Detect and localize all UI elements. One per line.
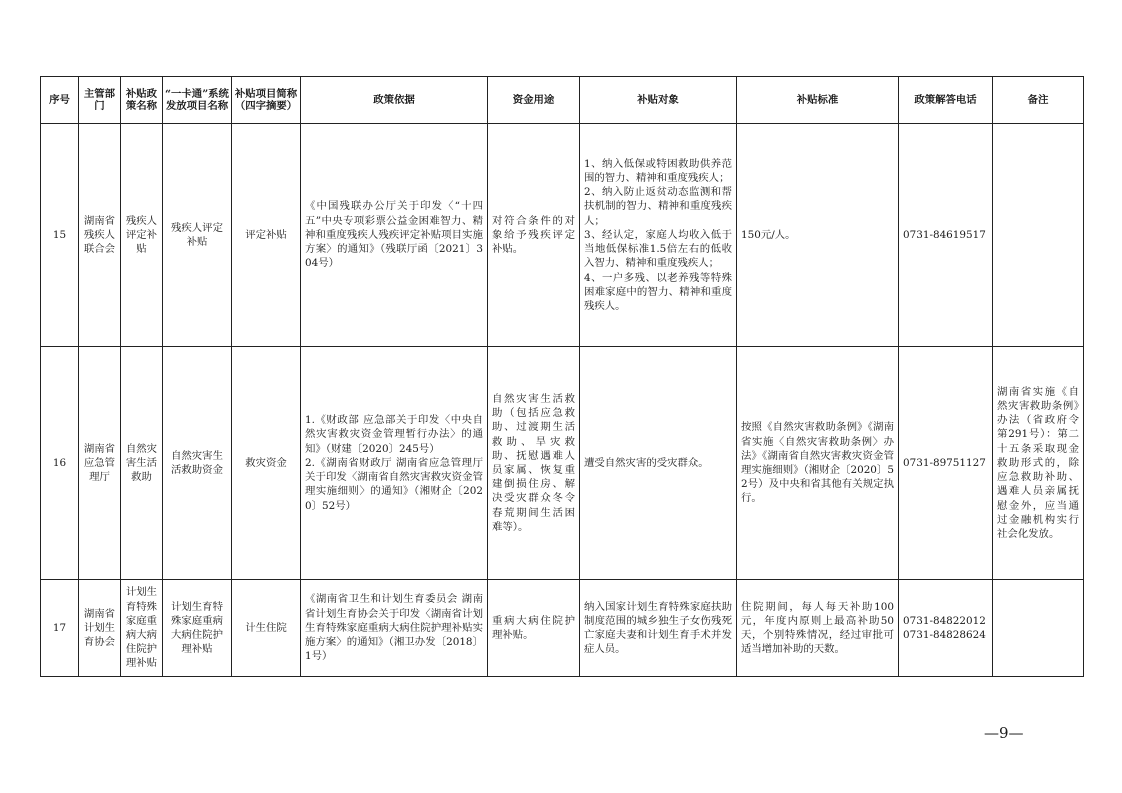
header-targets: 补贴对象 (580, 77, 737, 124)
target-line: 2、纳入防止返贫动态监测和帮扶机制的智力、精神和重度残疾人； (584, 186, 732, 227)
cell-policy-name: 残疾人评定补贴 (121, 124, 163, 347)
cell-standard: 按照《自然灾害救助条例》《湖南省实施〈自然灾害救助条例〉办法》《湖南省自然灾害救灾资金管理实施细则》（湘财企〔2020〕52号）及中央和省其他有关规定执行。 (737, 347, 899, 580)
cell-policy-name: 自然灾害生活救助 (121, 347, 163, 580)
cell-basis (301, 580, 488, 677)
header-dept: 主管部门 (79, 77, 121, 124)
cell-targets (580, 580, 737, 677)
cell-usage: 重病大病住院护理补贴。 (488, 580, 580, 677)
header-usage: 资金用途 (488, 77, 580, 124)
header-seq: 序号 (41, 77, 79, 124)
cell-basis (301, 347, 488, 580)
cell-targets (580, 124, 737, 347)
cell-dept: 湖南省计划生育协会 (79, 580, 121, 677)
header-policy-name: 补贴政策名称 (121, 77, 163, 124)
table-row (41, 580, 1084, 677)
target-line: 3、经认定，家庭人均收入低于当地低保标准1.5倍左右的低收入智力、精神和重度残疾人； (584, 228, 732, 270)
cell-card-item: 残疾人评定补贴 (163, 124, 232, 347)
header-phone: 政策解答电话 (899, 77, 993, 124)
header-basis: 政策依据 (301, 77, 488, 124)
cell-basis (301, 124, 488, 347)
cell-abbr: 评定补贴 (232, 124, 301, 347)
cell-card-item: 计划生育特殊家庭重病大病住院护理补贴 (163, 580, 232, 677)
phone-number: 0731-84822012 (903, 614, 986, 627)
cell-note (993, 580, 1084, 677)
cell-policy-name: 计划生育特殊家庭重病大病住院护理补贴 (121, 580, 163, 677)
target-line: 4、一户多残、以老养残等特殊困难家庭中的智力、精神和重度残疾人。 (584, 271, 732, 312)
header-abbr: 补贴项目简称（四字摘要） (232, 77, 301, 124)
table-row (41, 347, 1084, 580)
phone-number: 0731-89751127 (903, 456, 986, 469)
cell-standard: 住院期间，每人每天补助100元，年度内原则上最高补助50天，个别特殊情况，经过审批可适当增加补助的天数。 (737, 580, 899, 677)
header-card-item: “一卡通”系统发放项目名称 (163, 77, 232, 124)
basis-line: 1.《财政部 应急部关于印发〈中央自然灾害救灾资金管理暂行办法〉的通知》（财建〔2020〕245号） (305, 414, 483, 455)
cell-note: 湖南省实施《自然灾害救助条例》办法（省政府令第291号）：第二十五条采取现金救助形式的，除应急救助补助、遇难人员亲属抚慰金外，应当通过金融机构实行社会化发放。 (993, 347, 1084, 580)
header-note: 备注 (993, 77, 1084, 124)
target-line: 遭受自然灾害的受灾群众。 (584, 456, 709, 469)
cell-targets (580, 347, 737, 580)
cell-abbr: 救灾资金 (232, 347, 301, 580)
target-line: 纳入国家计划生育特殊家庭扶助制度范围的城乡独生子女伤残死亡家庭夫妻和计划生育手术并发症人员。 (584, 600, 732, 656)
basis-line: 《中国残联办公厅关于印发〈“十四五”中央专项彩票公益金困难智力、精神和重度残疾人残疾评定补贴项目实施方案〉的通知》（残联厅函〔2021〕304号） (305, 200, 483, 270)
target-line: 1、纳入低保或特困救助供养范围的智力、精神和重度残疾人； (584, 157, 732, 185)
cell-standard: 150元/人。 (737, 124, 899, 347)
phone-number: 0731-84619517 (903, 228, 986, 241)
cell-dept: 湖南省应急管理厅 (79, 347, 121, 580)
phone-number: 0731-84828624 (903, 629, 986, 641)
cell-phone (899, 347, 993, 580)
cell-phone (899, 124, 993, 347)
cell-dept: 湖南省残疾人联合会 (79, 124, 121, 347)
cell-seq: 15 (41, 124, 79, 347)
header-standard: 补贴标准 (737, 77, 899, 124)
policy-table (40, 76, 1084, 677)
cell-note (993, 124, 1084, 347)
cell-card-item: 自然灾害生活救助资金 (163, 347, 232, 580)
header-row (41, 77, 1084, 124)
cell-phone (899, 580, 993, 677)
cell-abbr: 计生住院 (232, 580, 301, 677)
page-number: —9— (984, 724, 1024, 742)
table-row (41, 124, 1084, 347)
basis-line: 2.《湖南省财政厅 湖南省应急管理厅关于印发〈湖南省自然灾害救灾资金管理实施细则〉的通知》（湘财企〔2020〕52号） (305, 456, 483, 512)
cell-usage: 对符合条件的对象给予残疾评定补贴。 (488, 124, 580, 347)
cell-usage: 自然灾害生活救助（包括应急救助、过渡期生活救助、旱灾救助、抚慰遇难人员家属、恢复重建倒损住房、解决受灾群众冬令春荒期间生活困难等）。 (488, 347, 580, 580)
cell-seq: 16 (41, 347, 79, 580)
basis-line: 《湖南省卫生和计划生育委员会 湖南省计划生育协会关于印发〈湖南省计划生育特殊家庭重病大病住院护理补贴实施方案〉的通知》（湘卫办发〔2018〕1号） (305, 593, 483, 663)
cell-seq: 17 (41, 580, 79, 677)
